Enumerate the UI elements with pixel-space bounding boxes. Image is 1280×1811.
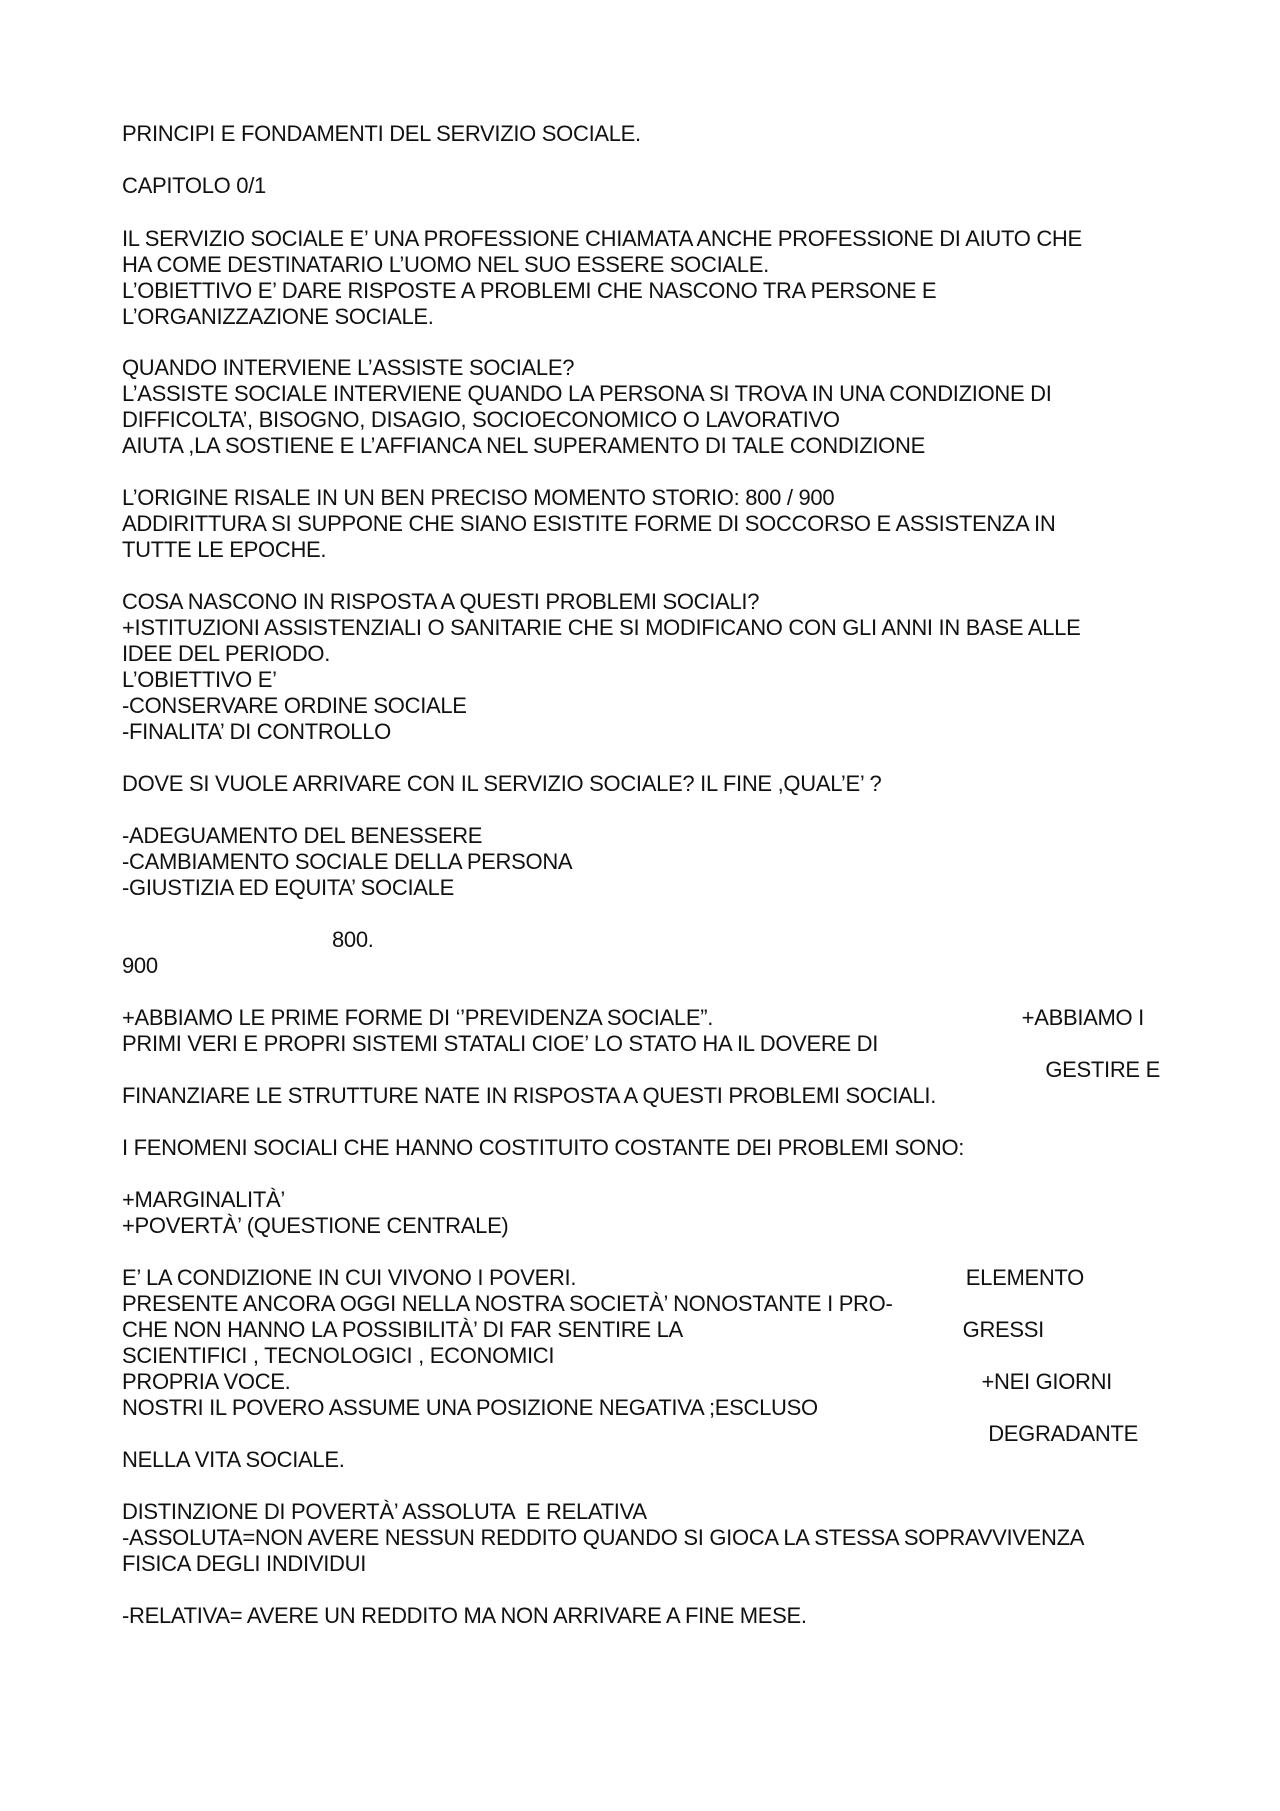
cosa-line: -FINALITA’ DI CONTROLLO [122, 719, 391, 744]
intro-line: HA COME DESTINATARIO L’UOMO NEL SUO ESSERE SOCIALE. [122, 252, 769, 277]
secoli-line: FINANZIARE LE STRUTTURE NATE IN RISPOSTA A QUESTI PROBLEMI SOCIALI. [122, 1083, 937, 1108]
fenomeni-item: +POVERTÀ’ (QUESTIONE CENTRALE) [122, 1213, 509, 1238]
distinzione-line: -ASSOLUTA=NON AVERE NESSUN REDDITO QUANDO SI GIOCA LA STESSA SOPRAVVIVENZA [122, 1525, 1085, 1550]
secoli-line: PRIMI VERI E PROPRI SISTEMI STATALI CIOE’ LO STATO HA IL DOVERE DI [122, 1031, 879, 1056]
origine-line: ADDIRITTURA SI SUPPONE CHE SIANO ESISTITE FORME DI SOCCORSO E ASSISTENZA IN [122, 511, 1056, 536]
poverta-line: SCIENTIFICI , TECNOLOGICI , ECONOMICI [122, 1343, 555, 1368]
intro-line: L’OBIETTIVO E’ DARE RISPOSTE A PROBLEMI CHE NASCONO TRA PERSONE E [122, 278, 937, 303]
quando-heading: QUANDO INTERVIENE L’ASSISTE SOCIALE? [122, 355, 575, 380]
cosa-line: L’OBIETTIVO E’ [122, 667, 277, 692]
poverta-line: GRESSI [962, 1317, 1044, 1342]
poverta-line: PRESENTE ANCORA OGGI NELLA NOSTRA SOCIETÀ’ NONOSTANTE I PRO- [122, 1291, 893, 1316]
cosa-line: +ISTITUZIONI ASSISTENZIALI O SANITARIE CHE SI MODIFICANO CON GLI ANNI IN BASE ALLE [122, 615, 1081, 640]
chapter-heading: CAPITOLO 0/1 [122, 173, 266, 198]
origine-line: TUTTE LE EPOCHE. [122, 537, 327, 562]
quando-line: AIUTA ,LA SOSTIENE E L’AFFIANCA NEL SUPERAMENTO DI TALE CONDIZIONE [122, 433, 925, 458]
intro-line: IL SERVIZIO SOCIALE E’ UNA PROFESSIONE CHIAMATA ANCHE PROFESSIONE DI AIUTO CHE [122, 226, 1082, 251]
quando-line: DIFFICOLTA’, BISOGNO, DISAGIO, SOCIOECONOMICO O LAVORATIVO [122, 407, 840, 432]
fenomeni-item: +MARGINALITÀ’ [122, 1187, 285, 1212]
intro-line: L’ORGANIZZAZIONE SOCIALE. [122, 304, 434, 329]
cosa-line: IDEE DEL PERIODO. [122, 641, 331, 666]
poverta-line: +NEI GIORNI [981, 1369, 1112, 1394]
column-800-label: 800. [332, 927, 374, 952]
poverta-line: DEGRADANTE [988, 1421, 1138, 1446]
fini-item: -ADEGUAMENTO DEL BENESSERE [122, 823, 483, 848]
quando-line: L’ASSISTE SOCIALE INTERVIENE QUANDO LA PERSONA SI TROVA IN UNA CONDIZIONE DI [122, 381, 1052, 406]
poverta-line: NELLA VITA SOCIALE. [122, 1447, 345, 1472]
secoli-line: +ABBIAMO LE PRIME FORME DI ‘’PREVIDENZA SOCIALE”. [122, 1005, 714, 1030]
secoli-line: GESTIRE E [1045, 1057, 1160, 1082]
relativa-line: -RELATIVA= AVERE UN REDDITO MA NON ARRIVARE A FINE MESE. [122, 1603, 807, 1628]
column-900-label: 900 [122, 953, 158, 978]
cosa-heading: COSA NASCONO IN RISPOSTA A QUESTI PROBLEMI SOCIALI? [122, 589, 760, 614]
fenomeni-heading: I FENOMENI SOCIALI CHE HANNO COSTITUITO COSTANTE DEI PROBLEMI SONO: [122, 1135, 965, 1160]
cosa-line: -CONSERVARE ORDINE SOCIALE [122, 693, 467, 718]
poverta-line: CHE NON HANNO LA POSSIBILITÀ’ DI FAR SENTIRE LA [122, 1317, 683, 1342]
poverta-line: PROPRIA VOCE. [122, 1369, 291, 1394]
distinzione-line: FISICA DEGLI INDIVIDUI [122, 1551, 367, 1576]
poverta-line: E’ LA CONDIZIONE IN CUI VIVONO I POVERI. [122, 1265, 577, 1290]
fini-item: -CAMBIAMENTO SOCIALE DELLA PERSONA [122, 849, 573, 874]
origine-line: L’ORIGINE RISALE IN UN BEN PRECISO MOMENTO STORIO: 800 / 900 [122, 485, 835, 510]
poverta-line: NOSTRI IL POVERO ASSUME UNA POSIZIONE NEGATIVA ;ESCLUSO [122, 1395, 818, 1420]
secoli-line: +ABBIAMO I [1021, 1005, 1144, 1030]
document-title: PRINCIPI E FONDAMENTI DEL SERVIZIO SOCIALE. [122, 121, 641, 146]
dove-heading: DOVE SI VUOLE ARRIVARE CON IL SERVIZIO SOCIALE? IL FINE ,QUAL’E’ ? [122, 771, 882, 796]
distinzione-heading: DISTINZIONE DI POVERTÀ’ ASSOLUTA E RELATIVA [122, 1499, 647, 1524]
fini-item: -GIUSTIZIA ED EQUITA’ SOCIALE [122, 875, 454, 900]
poverta-line: ELEMENTO [965, 1265, 1084, 1290]
